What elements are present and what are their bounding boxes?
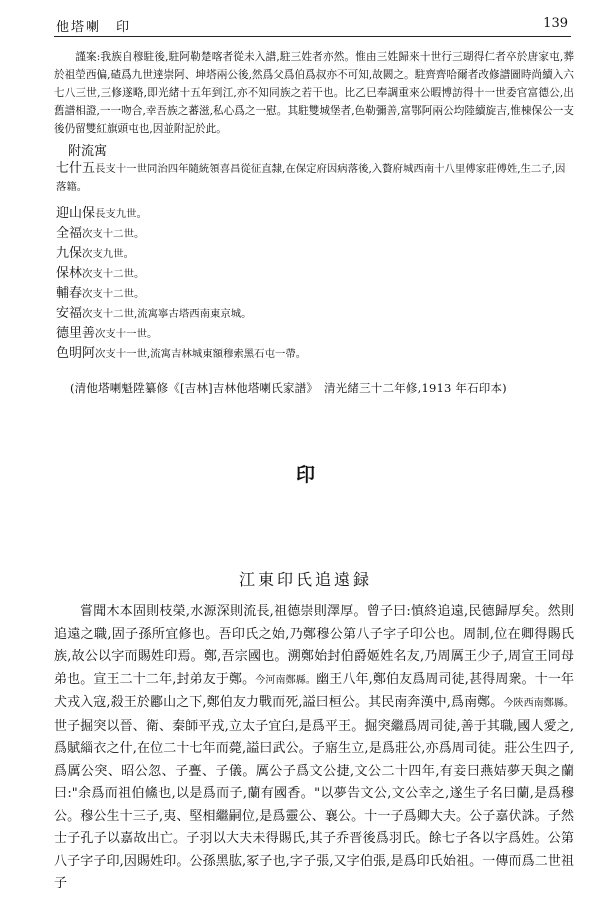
entry-name: 德里善 — [56, 326, 96, 341]
entry-description: 次支十二世。 — [82, 228, 145, 240]
source-citation: (清他塔喇魁陞纂修《[吉林]吉林他塔喇氏家譜》 清光緒三十二年修,1913 年石印本) — [70, 381, 507, 395]
entry-description: 長支九世。 — [95, 208, 147, 220]
header-divider — [54, 36, 571, 37]
entry-description: 次支十二世。 — [82, 288, 145, 300]
genealogy-entry — [56, 285, 574, 303]
body-text: 世子掘突以晉、衛、秦師平戎,立太子宜臼,是爲平王。掘突繼爲周司徒,善于其職,國人愛之,爲賦緇衣之什,在位二十七年而薨,謚曰武公。子寤生立,是爲莊公,亦爲周司徒。莊公生四子,爲厲公突、昭公忽、子亹、子儀。厲公子爲文公捷,文公二十四年,有妾曰燕姞夢天與之蘭曰:"余爲而祖伯鯈也,以是爲而子,蘭有國香。"以夢告文公,文公幸之,遂生子名曰蘭,是爲穆公。穆公生十三子,夷、堅相繼嗣位,是爲靈公、襄公。十一子爲卿大夫。公子嘉伏誅。子然士子孔子以嘉故出亡。子羽以大夫未得賜氏,其子乔晋後爲羽氏。餘七子各以字爲姓。公第八子字子印,因賜姓印。公孫黑肱,冢子也,字子張,又字伯張,是爲印氏始祖。一傳而爲二世祖子 — [54, 718, 574, 891]
genealogy-entry — [56, 160, 574, 196]
entry-description: 次支十一世,流寓吉林城東額穆索黑石屯一帶。 — [95, 348, 307, 360]
entry-name: 九保 — [56, 246, 83, 261]
entry-description: 次支十二世,流寓寧古塔西南東京城。 — [82, 308, 252, 320]
genealogy-entry — [56, 205, 574, 223]
entry-name: 輔春 — [56, 286, 83, 301]
subheading-sojourners: 附流寓 — [68, 144, 108, 159]
genealogy-entry — [56, 245, 574, 263]
entry-description: 次支九世。 — [82, 248, 134, 260]
editorial-note: 謹案:我族自穆駐後,駐阿勒楚喀者從未入譜,駐三姓者亦然。惟由三姓歸來十世行三瑚得仁者卒於唐家屯,葬於祖塋西偏,碴爲九世達崇阿、坤塔兩公後,然爲父爲伯爲叔亦不可知,故闕之。駐齊齊哈爾者改修譜圖時尚續入六七八三世,三修遂略,即光緒十五年到江,亦不知同族之若干也。比乙巳奉調重來公暇博訪得十一世委官富德公,出舊譜相證,一一吻合,幸吾族之蕃滋,私心爲之一慰。其駐雙城堡者,色勒彌善,富鄂阿兩公均陸續旋吉,惟棟保公一支後仍留雙紅旗頭屯也,因並附記於此。 — [54, 51, 574, 135]
article-title: 江東印氏追遠録 — [238, 570, 372, 589]
body-annotation: 今河南鄭縣。 — [255, 674, 317, 686]
genealogy-entry — [56, 305, 574, 323]
entry-name: 色明阿 — [56, 346, 96, 361]
entry-name: 安福 — [56, 306, 83, 321]
entry-name: 七什五 — [56, 161, 96, 176]
running-header-title: 他塔喇 印 — [56, 20, 132, 35]
genealogy-entry — [56, 265, 574, 283]
genealogy-entry — [56, 225, 574, 243]
entry-name: 迎山保 — [56, 206, 96, 221]
section-title: 印 — [295, 464, 315, 486]
page-number: 139 — [543, 16, 568, 31]
genealogy-entry — [56, 345, 574, 363]
genealogy-entry — [56, 325, 574, 343]
body-text: 嘗聞木本固則枝榮,水源深則流長,祖德崇則澤厚。曾子曰:慎終追遠,民德歸厚矣。然則追遠之職,固子孫所宜修也。吾印氏之始,乃鄭穆公第八子字子印公也。周制,位在卿得賜氏族,故公以字而賜姓印焉。鄭,吾宗國也。溯鄭始封伯爵姬姓名友,乃周厲王少子,周宣王同母弟也。宣王二十二年,封弟友于鄭。 — [54, 604, 574, 687]
entry-description: 長支十一世同治四年隨統領喜昌從征直隸,在保定府因病落後,入贅府城西南十八里傅家莊傅姓,生二子,因落籍。 — [56, 163, 566, 193]
article-body — [54, 601, 574, 896]
entry-name: 保林 — [56, 266, 83, 281]
body-annotation: 今陝西南鄭縣。 — [503, 698, 574, 709]
entry-name: 全福 — [56, 226, 83, 241]
entry-description: 次支十一世。 — [95, 328, 158, 340]
body-text: 幽王八年,鄭伯友爲周司徒,甚得周衆。十一年犬戎入寇,殺王於酈山之下,鄭伯友力戰而死,謚曰桓公。其民南奔漢中,爲南鄭。 — [54, 671, 575, 710]
entry-description: 次支十二世。 — [82, 268, 145, 280]
